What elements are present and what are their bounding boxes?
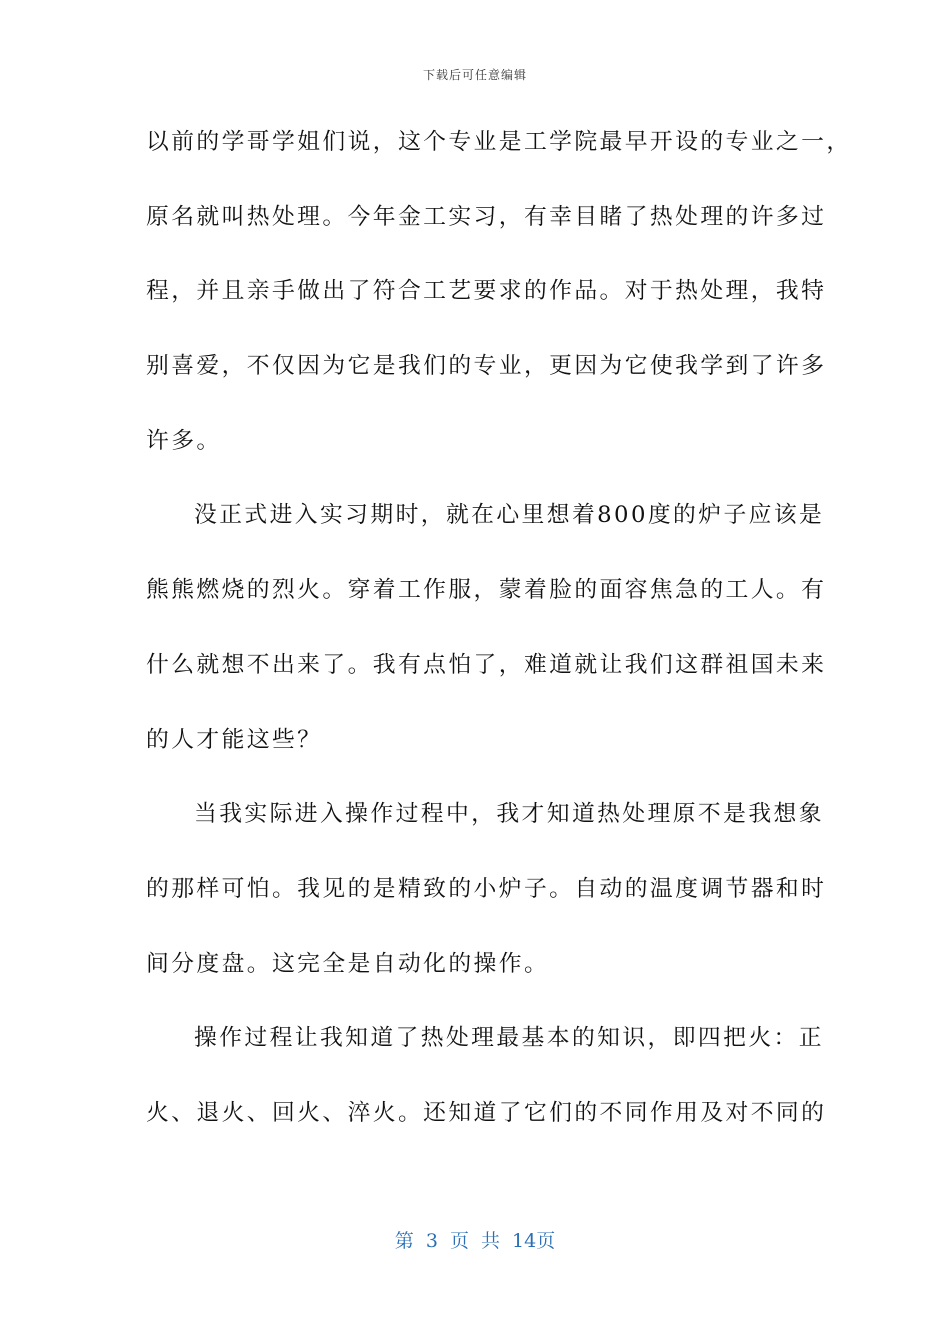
paragraph-first-line: 操作过程让我知道了热处理最基本的知识，即四把火：正 [194,1025,824,1052]
text-line: 以前的学哥学姐们说，这个专业是工学院最早开设的专业之一， [146,129,852,155]
text-line: 许多。 [146,427,222,454]
page-number-footer: 第 3 页 共 14页 [394,1230,556,1252]
paragraph-first-line: 当我实际进入操作过程中，我才知道热处理原不是我想象 [194,801,824,828]
header-note: 下载后可任意编辑 [422,68,527,82]
text-line: 间分度盘。这完全是自动化的操作。 [146,950,550,977]
text-line: 的人才能这些？ [146,726,323,753]
text-line: 什么就想不出来了。我有点怕了，难道就让我们这群祖国未来 [146,651,827,678]
document-body [146,120,852,1166]
text-line: 原名就叫热处理。今年金工实习，有幸目睹了热处理的许多过 [146,203,827,230]
text-line: 程，并且亲手做出了符合工艺要求的作品。对于热处理，我特 [146,278,827,305]
paragraph-first-line: 没正式进入实习期时，就在心里想着800度的炉子应该是 [194,502,825,529]
text-line: 别喜爱，不仅因为它是我们的专业，更因为它使我学到了许多 [146,353,827,380]
text-line: 熊熊燃烧的烈火。穿着工作服，蒙着脸的面容焦急的工人。有 [146,577,827,604]
text-line: 的那样可怕。我见的是精致的小炉子。自动的温度调节器和时 [146,875,827,902]
text-line: 火、退火、回火、淬火。还知道了它们的不同作用及对不同的 [146,1099,827,1126]
